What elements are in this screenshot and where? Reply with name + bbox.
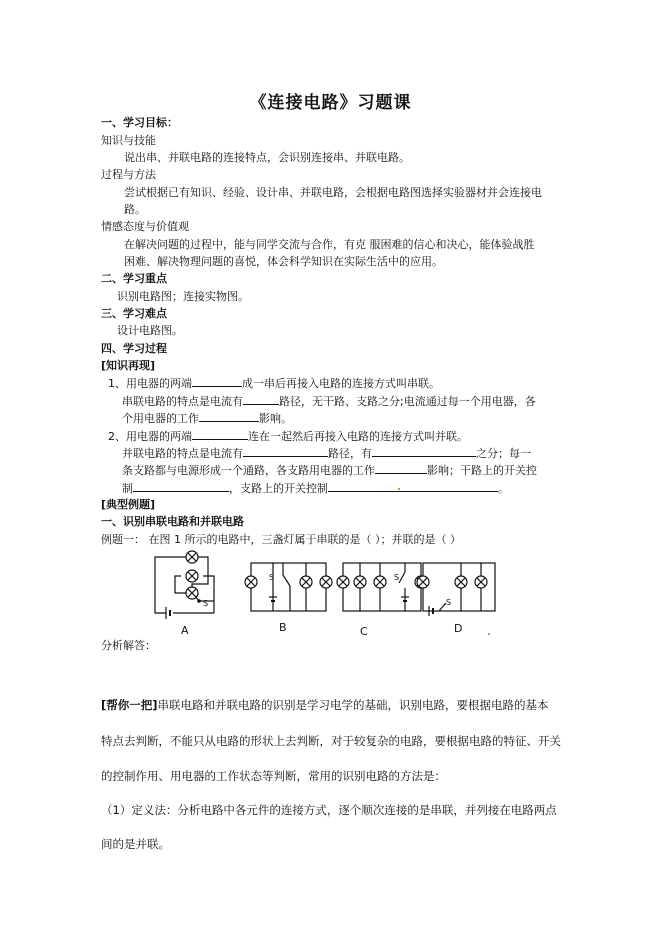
emotion-label: 情感态度与价值观	[101, 220, 189, 233]
section3-text: 设计电路图。	[117, 324, 183, 337]
switch-label-b: S	[269, 573, 275, 582]
help-line-5: 间的是并联。	[101, 837, 170, 851]
help-line-4: （1）定义法：分析电路中各元件的连接方式，逐个顺次连接的是串联，并列接在电路两点	[101, 803, 557, 817]
help-line-3: 的控制作用、用电器的工作状态等判断，常用的识别电路的方法是：	[101, 769, 446, 783]
lamp-c2	[354, 576, 366, 588]
knowledge-text: 说出串、并联电路的连接特点，会识别连接串、并联电路。	[124, 151, 410, 164]
q2-text-i: ，支路上的开关控制	[229, 482, 328, 495]
example-label: [典型例题]	[101, 498, 156, 511]
process-text-1: 尝试根据已有知识、经验、设计串、并联电路，会根据电路图选择实验器材并会连接电	[124, 186, 542, 199]
process-label: 过程与方法	[101, 168, 156, 181]
lamp-d2	[455, 576, 467, 588]
q2-text-j: 。	[498, 482, 509, 495]
circuit-c	[337, 563, 427, 611]
decorative-dot	[398, 488, 400, 490]
review-label: [知识再现]	[101, 359, 156, 372]
lamp-a2	[186, 570, 198, 582]
lamp-d1	[417, 576, 429, 588]
help-text-1: 串联电路和并联电路的识别是学习电学的基础，识别电路，要根据电路的基本	[157, 698, 549, 712]
q2-text-a: 2、用电器的两端	[108, 430, 192, 443]
example-1-question: 例题一： 在图 1 所示的电路中，三盏灯属于串联的是（ ）；并联的是（ ）	[101, 533, 461, 546]
help-line-2: 特点去判断，不能只从电路的形状上去判断，对于较复杂的电路，要根据电路的特征、开关	[101, 734, 561, 748]
section4-heading: 四、学习过程	[101, 342, 167, 355]
lamp-b2	[300, 576, 312, 588]
example-heading: 一、识别串联电路和并联电路	[101, 515, 244, 528]
q1-text-a: 1、用电器的两端	[108, 377, 192, 390]
switch-label-d: S	[446, 598, 452, 607]
help-line-1	[101, 698, 549, 712]
lamp-d3	[475, 576, 487, 588]
decorative-dot	[488, 633, 490, 635]
knowledge-label: 知识与技能	[101, 134, 156, 147]
q2-text-h: 制	[122, 482, 133, 495]
circuit-b	[245, 563, 332, 611]
lamp-c1	[337, 576, 349, 588]
circuit-label-b: B	[279, 621, 287, 634]
circuit-label-a: A	[181, 624, 189, 637]
section3-heading: 三、学习难点	[101, 307, 167, 320]
lamp-c3	[374, 576, 386, 588]
section2-heading: 二、学习重点	[101, 272, 167, 285]
q2-text-f: 条支路都与电源形成一个通路，各支路用电器的工作	[122, 464, 375, 477]
emotion-text-2: 困难、解决物理问题的喜悦，体会科学知识在实际生活中的应用。	[124, 255, 443, 268]
q1-text-d: 路径，无干路、支路之分;电流通过每一个用电器，各	[279, 395, 536, 408]
q1-text-b: 成一串后再接入电路的连接方式叫串联。	[242, 377, 440, 390]
circuit-label-d: D	[454, 622, 463, 635]
q1-text-e: 个用电器的工作	[122, 412, 199, 425]
analysis-label: 分析解答：	[101, 639, 156, 652]
circuit-d	[417, 563, 495, 616]
switch-label-a: S	[203, 599, 209, 608]
q2-text-e: 之分；每一	[476, 447, 531, 460]
lamp-a3	[186, 587, 198, 599]
circuit-label-c: C	[360, 625, 368, 638]
help-label: [帮你一把]	[101, 698, 158, 712]
lamp-a1	[186, 551, 198, 563]
q2-text-d: 路径，有	[328, 447, 372, 460]
page-title: 《连接电路》习题课	[249, 93, 412, 113]
q2-text-g: 影响；干路上的开关控	[427, 464, 537, 477]
q1-text-f: 影响。	[259, 412, 292, 425]
section2-text: 识别电路图；连接实物图。	[117, 290, 249, 303]
q2-text-b: 连在一起然后再接入电路的连接方式叫并联。	[248, 430, 468, 443]
lamp-b3	[320, 576, 332, 588]
switch-label-c: S	[394, 573, 400, 582]
lamp-b1	[245, 576, 257, 588]
emotion-text-1: 在解决问题的过程中，能与同学交流与合作，有克 服困难的信心和决心，能体验战胜	[124, 238, 535, 251]
section1-heading: 一、学习目标：	[101, 116, 178, 129]
q2-text-c: 并联电路的特点是电流有	[122, 447, 243, 460]
q1-text-c: 串联电路的特点是电流有	[122, 395, 243, 408]
process-text-2: 路。	[124, 203, 146, 216]
